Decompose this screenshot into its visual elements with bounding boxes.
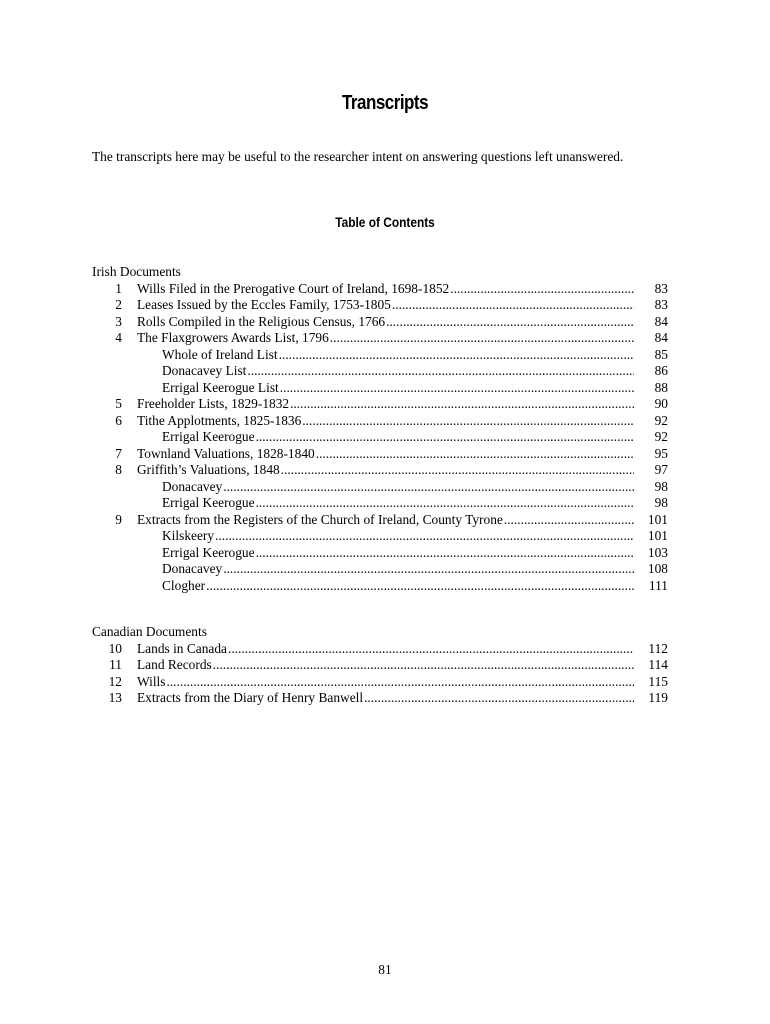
toc-entry-main: [162, 479, 634, 496]
toc-entry-main: [162, 347, 634, 364]
toc-entry-main: [137, 641, 634, 658]
toc-entry: [92, 495, 672, 512]
toc-entry-number: 4: [115, 330, 122, 345]
toc-entry-page: 119: [648, 690, 668, 705]
toc-entry-label: Errigal Keerogue: [162, 429, 255, 444]
toc-entry-label: Kilskeery: [162, 528, 215, 543]
toc-entry-number: 2: [115, 297, 122, 312]
section-title: Canadian Documents: [92, 624, 207, 639]
toc-entry-number: 3: [115, 313, 122, 329]
toc-entry-label: Extracts from the Diary of Henry Banwell: [137, 690, 364, 705]
toc-entry-label: Griffith’s Valuations, 1848: [137, 462, 280, 477]
toc-entry-main: [137, 314, 634, 331]
dot-leader: [228, 641, 634, 658]
toc-entry-page: 101: [647, 528, 668, 543]
dot-leader: [256, 429, 634, 446]
toc-entry-page: 85: [654, 346, 668, 362]
toc-entry-label: Errigal Keerogue List: [162, 379, 279, 395]
toc-entry-main: [137, 462, 634, 479]
toc-entry-main: [137, 281, 634, 298]
toc-entry-page: 103: [647, 544, 668, 560]
dot-leader: [223, 479, 634, 496]
toc-entry-main: [162, 363, 634, 380]
toc-entry: [92, 429, 672, 446]
toc-entry-label: Donacavey: [162, 561, 223, 576]
toc-entry-label: Wills: [137, 673, 166, 689]
toc-entry-label: Land Records: [137, 657, 212, 672]
dot-leader: [166, 674, 634, 691]
toc-entry-list: [92, 641, 672, 707]
toc-entry-label: Tithe Applotments, 1825-1836: [137, 412, 302, 428]
toc-heading: Table of Contents: [335, 214, 435, 230]
toc-entry-page: 86: [654, 363, 668, 378]
toc-entry: [92, 641, 672, 658]
toc-entry-label: Errigal Keerogue: [162, 495, 255, 510]
toc-entry-label: Wills Filed in the Prerogative Court of Ireland, 1698-1852: [137, 280, 450, 296]
page-number: 81: [378, 962, 392, 977]
toc-entry-main: [137, 297, 634, 314]
toc-entry-page: 98: [654, 478, 668, 494]
toc-entry-page: 101: [647, 511, 668, 527]
toc-entry: [92, 512, 672, 529]
toc-entry-main: [162, 429, 634, 446]
toc-entry-list: [92, 281, 672, 595]
intro-paragraph: The transcripts here may be useful to the researcher intent on answering questions left unanswered.: [92, 149, 624, 164]
toc-entry: [92, 479, 672, 496]
toc-entry-label: Extracts from the Registers of the Church of Ireland, County Tyrone: [137, 511, 503, 527]
toc-entry-page: 92: [654, 429, 668, 444]
toc-entry-number: 6: [115, 412, 122, 428]
section-title: Irish Documents: [92, 264, 181, 279]
dot-leader: [504, 512, 634, 529]
toc-entry-label: Donacavey List: [162, 363, 247, 378]
toc-entry: [92, 363, 672, 380]
toc-entry-page: 83: [654, 297, 668, 312]
toc-entry: [92, 314, 672, 331]
toc-entry: [92, 380, 672, 397]
dot-leader: [330, 330, 634, 347]
page-title: Transcripts: [341, 92, 429, 114]
toc-entry: [92, 578, 672, 595]
toc-entry-label: Leases Issued by the Eccles Family, 1753-1805: [137, 297, 391, 312]
toc-entry-number: 1: [115, 280, 122, 296]
toc-entry: [92, 446, 672, 463]
toc-entry-page: 114: [648, 657, 668, 672]
toc-entry: [92, 690, 672, 707]
toc-entry-number: 11: [109, 657, 122, 672]
dot-leader: [316, 446, 634, 463]
toc-entry-number: 12: [108, 673, 122, 689]
toc-entry-number: 7: [115, 445, 122, 461]
toc-entry-page: 95: [654, 445, 668, 461]
toc-entry: [92, 674, 672, 691]
toc-entry-page: 108: [647, 561, 668, 576]
toc-entry-main: [137, 512, 634, 529]
toc-entry: [92, 528, 672, 545]
toc-entry-page: 90: [654, 396, 668, 411]
toc-entry-label: Lands in Canada: [137, 640, 227, 656]
dot-leader: [392, 297, 634, 314]
toc-entry-main: [137, 396, 634, 413]
toc-entry-number: 5: [115, 396, 122, 411]
toc-entry: [92, 396, 672, 413]
toc-entry: [92, 281, 672, 298]
dot-leader: [279, 347, 634, 364]
toc-entry: [92, 347, 672, 364]
toc-entry-main: [137, 690, 634, 707]
dot-leader: [386, 314, 634, 331]
toc-entry-number: 8: [115, 462, 122, 477]
toc-entry-number: 9: [115, 511, 122, 527]
toc-entry: [92, 545, 672, 562]
toc-entry-label: The Flaxgrowers Awards List, 1796: [137, 330, 329, 345]
toc-entry-number: 13: [108, 690, 122, 705]
toc-entry-number: 10: [108, 640, 122, 656]
toc-entry-page: 83: [654, 280, 668, 296]
toc-entry-page: 88: [654, 379, 668, 395]
dot-leader: [290, 396, 634, 413]
toc-entry: [92, 330, 672, 347]
toc-section-irish: [92, 264, 672, 594]
toc-entry-main: [137, 446, 634, 463]
toc-entry-label: Townland Valuations, 1828-1840: [137, 445, 315, 461]
dot-leader: [215, 528, 634, 545]
toc-entry-main: [137, 330, 634, 347]
dot-leader: [206, 578, 634, 595]
toc-entry: [92, 561, 672, 578]
dot-leader: [364, 690, 634, 707]
dot-leader: [247, 363, 634, 380]
toc-entry: [92, 413, 672, 430]
dot-leader: [213, 657, 634, 674]
dot-leader: [223, 561, 634, 578]
dot-leader: [256, 545, 634, 562]
toc-entry-page: 84: [654, 313, 668, 329]
toc-entry-label: Rolls Compiled in the Religious Census, 1766: [137, 313, 386, 329]
toc-entry: [92, 297, 672, 314]
toc-entry-main: [162, 528, 634, 545]
toc-entry: [92, 657, 672, 674]
toc-section-canadian: [92, 624, 672, 707]
toc-entry-main: [137, 413, 634, 430]
toc-entry: [92, 462, 672, 479]
toc-entry-label: Donacavey: [162, 478, 223, 494]
dot-leader: [450, 281, 634, 298]
toc-entry-page: 98: [654, 495, 668, 510]
toc-entry-page: 111: [648, 577, 668, 593]
toc-entry-page: 84: [654, 330, 668, 345]
toc-entry-page: 115: [648, 673, 668, 689]
toc-entry-label: Freeholder Lists, 1829-1832: [137, 396, 290, 411]
toc-entry-main: [137, 657, 634, 674]
dot-leader: [280, 380, 634, 397]
dot-leader: [281, 462, 634, 479]
toc-entry-page: 92: [654, 412, 668, 428]
toc-entry-label: Whole of Ireland List: [162, 346, 278, 362]
toc-entry-label: Clogher: [162, 577, 206, 593]
toc-entry-main: [162, 578, 634, 595]
toc-entry-main: [162, 495, 634, 512]
toc-entry-main: [162, 545, 634, 562]
toc-entry-label: Errigal Keerogue: [162, 544, 255, 560]
toc-entry-main: [162, 380, 634, 397]
toc-entry-page: 97: [654, 462, 668, 477]
toc-entry-page: 112: [648, 640, 668, 656]
toc-entry-main: [162, 561, 634, 578]
toc-entry-main: [137, 674, 634, 691]
dot-leader: [302, 413, 634, 430]
dot-leader: [256, 495, 634, 512]
